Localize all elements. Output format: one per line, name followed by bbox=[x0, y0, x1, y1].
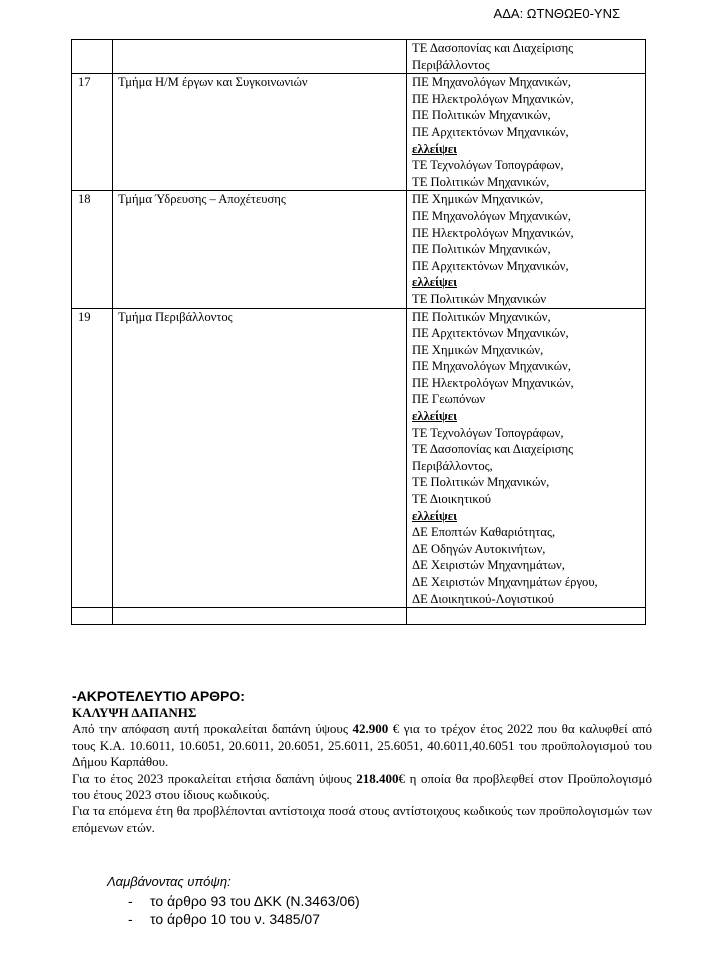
specialty-item: ΔΕ Εποπτών Καθαριότητας, bbox=[412, 525, 556, 540]
unit-specialties bbox=[407, 191, 646, 308]
specialty-item: ΔΕ Διοικητικού-Λογιστικού bbox=[412, 591, 554, 606]
table-row bbox=[72, 191, 646, 308]
amount-2023: 218.400 bbox=[356, 770, 399, 786]
specialty-item: ΤΕ Διοικητικού bbox=[412, 492, 491, 507]
specialty-item: ΠΕ Ηλεκτρολόγων Μηχανικών, bbox=[412, 375, 574, 390]
unit-name: Τμήμα Η/Μ έργων και Συγκοινωνιών bbox=[113, 74, 407, 191]
table-row bbox=[72, 608, 646, 625]
specialty-item: ΠΕ Μηχανολόγων Μηχανικών, bbox=[412, 359, 571, 374]
article-subtitle: ΚΑΛΥΨΗ ΔΑΠΑΝΗΣ bbox=[72, 705, 197, 720]
table-row bbox=[72, 74, 646, 191]
alternative-heading: ελλείψει bbox=[412, 275, 457, 290]
dash-bullet: - bbox=[128, 911, 133, 927]
list-item: - το άρθρο 10 του ν. 3485/07 bbox=[128, 911, 321, 927]
expense-paragraph-future: Για τα επόμενα έτη θα προβλέπονται αντίστοιχα ποσά στους αντίστοιχους κωδικούς των προϋπολογισμών των επόμενων ετών. bbox=[72, 803, 652, 835]
ada-code: ΑΔΑ: ΩΤΝΘΩΕ0-ΥΝΣ bbox=[493, 6, 620, 21]
unit-name: Τμήμα Περιβάλλοντος bbox=[113, 308, 407, 608]
specialty-item: ΤΕ Δασοπονίας και Διαχείρισης Περιβάλλοντος, bbox=[412, 442, 574, 473]
specialty-item: ΠΕ Μηχανολόγων Μηχανικών, bbox=[412, 208, 571, 223]
considering-label: Λαμβάνοντας υπόψη: bbox=[107, 874, 231, 889]
specialty-item: ΤΕ Τεχνολόγων Τοπογράφων, bbox=[412, 158, 564, 173]
units-table bbox=[71, 39, 646, 625]
unit-number: 18 bbox=[72, 191, 113, 308]
closing-article bbox=[72, 688, 652, 836]
specialty-item: ΤΕ Πολιτικών Μηχανικών, bbox=[412, 475, 550, 490]
specialty-item: ΤΕ Δασοπονίας και Διαχείρισης Περιβάλλοντος bbox=[412, 41, 574, 72]
unit-number: 17 bbox=[72, 74, 113, 191]
unit-number: 19 bbox=[72, 308, 113, 608]
dash-bullet: - bbox=[128, 893, 133, 909]
list-item: - το άρθρο 93 του ΔΚΚ (Ν.3463/06) bbox=[128, 893, 360, 909]
considering-list bbox=[128, 892, 360, 928]
specialty-item: ΔΕ Χειριστών Μηχανημάτων, bbox=[412, 558, 565, 573]
specialty-item: ΠΕ Ηλεκτρολόγων Μηχανικών, bbox=[412, 91, 574, 106]
specialty-item: ΠΕ Μηχανολόγων Μηχανικών, bbox=[412, 75, 571, 90]
specialty-item: ΤΕ Τεχνολόγων Τοπογράφων, bbox=[412, 425, 564, 440]
unit-name bbox=[113, 40, 407, 74]
specialty-item: ΠΕ Γεωπόνων bbox=[412, 392, 486, 407]
specialty-item: ΠΕ Ηλεκτρολόγων Μηχανικών, bbox=[412, 225, 574, 240]
unit-number bbox=[72, 608, 113, 625]
alternative-heading: ελλείψει bbox=[412, 508, 457, 523]
unit-name: Τμήμα Ύδρευσης – Αποχέτευσης bbox=[113, 191, 407, 308]
amount-2022: 42.900 bbox=[352, 721, 389, 737]
specialty-item: ΠΕ Πολιτικών Μηχανικών, bbox=[412, 242, 551, 257]
specialty-item: ΠΕ Αρχιτεκτόνων Μηχανικών, bbox=[412, 258, 569, 273]
specialty-item: ΠΕ Πολιτικών Μηχανικών, bbox=[412, 309, 551, 324]
unit-specialties bbox=[407, 308, 646, 608]
specialty-item: ΠΕ Χημικών Μηχανικών, bbox=[412, 192, 544, 207]
specialty-item: ΠΕ Πολιτικών Μηχανικών, bbox=[412, 108, 551, 123]
expense-paragraph-2023: Για το έτος 2023 προκαλείται ετήσια δαπάνη ύψους 218.400€ η οποία θα προβλεφθεί στον Προϋπολογισμό του έτους 2023 στου ίδιους κωδικούς. bbox=[72, 770, 652, 803]
specialty-item: ΠΕ Αρχιτεκτόνων Μηχανικών, bbox=[412, 124, 569, 139]
specialty-item: ΠΕ Χημικών Μηχανικών, bbox=[412, 342, 544, 357]
unit-specialties bbox=[407, 40, 646, 74]
specialty-item: ΔΕ Οδηγών Αυτοκινήτων, bbox=[412, 541, 546, 556]
specialty-item: ΤΕ Πολιτικών Μηχανικών bbox=[412, 291, 547, 306]
expense-paragraph-2022: Από την απόφαση αυτή προκαλείται δαπάνη ύψους 42.900 € για το τρέχον έτος 2022 που θα καλυφθεί από τους Κ.Α. 10.6011, 10.6051, 20.6011, 20.6051, 25.6011, 25.6051, 40.6011,40.6051 του προϋπολογισμού του Δήμου Καρπάθου. bbox=[72, 721, 652, 770]
alternative-heading: ελλείψει bbox=[412, 141, 457, 156]
specialty-item: ΠΕ Αρχιτεκτόνων Μηχανικών, bbox=[412, 326, 569, 341]
specialty-item: ΔΕ Χειριστών Μηχανημάτων έργου, bbox=[412, 575, 598, 589]
table-row bbox=[72, 308, 646, 608]
unit-specialties bbox=[407, 74, 646, 191]
article-title: -ΑΚΡΟΤΕΛΕΥΤΙΟ ΑΡΘΡΟ: bbox=[72, 688, 245, 704]
unit-number bbox=[72, 40, 113, 74]
alternative-heading: ελλείψει bbox=[412, 409, 457, 424]
table-row bbox=[72, 40, 646, 74]
specialty-item: ΤΕ Πολιτικών Μηχανικών, bbox=[412, 174, 550, 189]
unit-specialties bbox=[407, 608, 646, 625]
unit-name bbox=[113, 608, 407, 625]
